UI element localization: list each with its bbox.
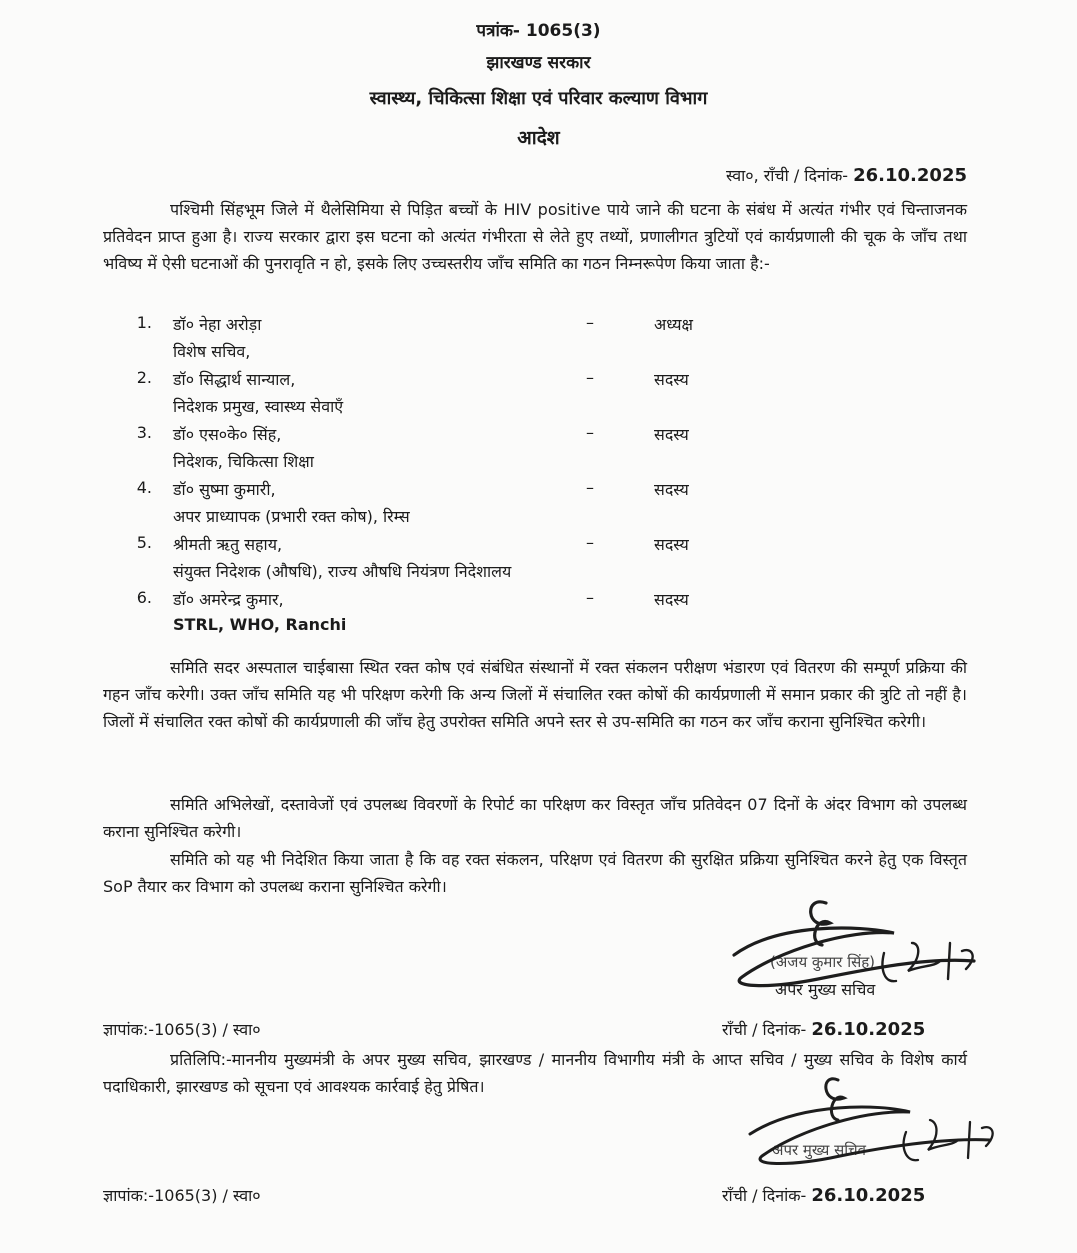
member-designation: STRL, WHO, Ranchi xyxy=(173,615,347,634)
member-number: 4. xyxy=(136,478,152,497)
intro-paragraph: पश्चिमी सिंहभूम जिले में थैलेसिमिया से पिड़ित बच्चों के HIV positive पाये जाने की घटना के संबंध में अत्यंत गंभीर एवं चिन्ताजनक प्रतिवेदन प्राप्त हुआ है। राज्य सरकार द्वारा इस घटना को अत्यंत गंभीरता से लेते हुए तथ्यों, प्रणालीगत त्रुटियों एवं कार्यप्रणाली की चूक के जाँच तथा भविष्य में ऐसी घटनाओं की पुनरावृति न हो, इसके लिए उच्चस्तरीय जाँच समिति का गठन निम्नरूपेण किया जाता है:- xyxy=(103,200,967,273)
member-name: डॉ० सिद्धार्थ सान्याल, xyxy=(173,370,296,389)
member-role: सदस्य xyxy=(654,425,689,444)
paragraph-report-deadline: समिति अभिलेखों, दस्तावेजों एवं उपलब्ध विवरणों के रिपोर्ट का परिक्षण कर विस्तृत जाँच प्रतिवेदन 07 दिनों के अंदर विभाग को उपलब्ध कराना सुनिश्चित करेगी। xyxy=(103,795,967,841)
place-date-prefix: स्वा०, रॉंची / दिनांक- xyxy=(725,166,849,185)
letter-number: पत्रांक- 1065(3) xyxy=(476,21,601,41)
memo-2-place-date xyxy=(722,1184,925,1206)
member-name: श्रीमती ऋतु सहाय, xyxy=(173,535,283,554)
signatory-name: (अजय कुमार सिंह) xyxy=(770,953,876,971)
department-name: स्वास्थ्य, चिकित्सा शिक्षा एवं परिवार कल्याण विभाग xyxy=(369,88,708,109)
member-number: 1. xyxy=(136,313,152,332)
member-number: 2. xyxy=(136,368,152,387)
member-dash: – xyxy=(586,313,594,332)
member-designation: संयुक्त निदेशक (औषधि), राज्य औषधि नियंत्रण निदेशालय xyxy=(173,562,512,581)
handwritten-signature-1 xyxy=(708,885,998,995)
member-role: अध्यक्ष xyxy=(654,315,693,334)
member-role: सदस्य xyxy=(654,590,689,609)
memo-1-date: 26.10.2025 xyxy=(811,1019,926,1040)
memo-1-place-date xyxy=(722,1018,925,1040)
order-date: 26.10.2025 xyxy=(853,165,967,186)
document-type-title: आदेश xyxy=(517,127,560,149)
member-dash: – xyxy=(586,478,594,497)
member-number: 5. xyxy=(136,533,152,552)
member-designation: निदेशक प्रमुख, स्वास्थ्य सेवाएँ xyxy=(173,397,344,416)
memo-1-place-prefix: रॉंची / दिनांक- xyxy=(722,1020,807,1039)
memo-number-2: ज्ञापांक:-1065(3) / स्वा० xyxy=(103,1186,261,1205)
memo-number-1: ज्ञापांक:-1065(3) / स्वा० xyxy=(103,1020,261,1039)
paragraph-sop: समिति को यह भी निदेशित किया जाता है कि वह रक्त संकलन, परिक्षण एवं वितरण की सुरक्षित प्रक्रिया सुनिश्चित करने हेतु एक विस्तृत SoP तैयार कर विभाग को उपलब्ध कराना सुनिश्चित करेगी। xyxy=(103,850,967,896)
signatory-title: अपर मुख्य सचिव xyxy=(775,980,876,999)
memo-2-date: 26.10.2025 xyxy=(811,1185,926,1206)
member-dash: – xyxy=(586,423,594,442)
member-role: सदस्य xyxy=(654,480,689,499)
memo-2-place-prefix: रॉंची / दिनांक- xyxy=(722,1186,807,1205)
member-name: डॉ० एस०के० सिंह, xyxy=(173,425,282,444)
member-name: डॉ० सुष्मा कुमारी, xyxy=(173,480,276,499)
member-dash: – xyxy=(586,368,594,387)
government-name: झारखण्ड सरकार xyxy=(486,53,591,73)
member-number: 3. xyxy=(136,423,152,442)
member-number: 6. xyxy=(136,588,152,607)
member-designation: निदेशक, चिकित्सा शिक्षा xyxy=(173,452,314,471)
member-dash: – xyxy=(586,533,594,552)
member-dash: – xyxy=(586,588,594,607)
handwritten-signature-2 xyxy=(740,1062,1010,1172)
member-designation: अपर प्राध्यापक (प्रभारी रक्त कोष), रिम्स xyxy=(173,507,410,526)
member-role: सदस्य xyxy=(654,370,689,389)
member-role: सदस्य xyxy=(654,535,689,554)
paragraph-inquiry-scope: समिति सदर अस्पताल चाईबासा स्थित रक्त कोष एवं संबंधित संस्थानों में रक्त संकलन परीक्षण भंडारण एवं वितरण की सम्पूर्ण प्रक्रिया की गहन जाँच करेगी। उक्त जाँच समिति यह भी परिक्षण करेगी कि अन्य जिलों में संचालित रक्त कोषों की कार्यप्रणाली में समान प्रकार की त्रुटि तो नहीं है। जिलों में संचालित रक्त कोषों की कार्यप्रणाली की जाँच हेतु उपरोक्त समिति अपने स्तर से उप-समिति का गठन कर जाँच कराना सुनिश्चित करेगी। xyxy=(103,658,967,731)
member-name: डॉ० अमरेन्द्र कुमार, xyxy=(173,590,284,609)
member-name: डॉ० नेहा अरोड़ा xyxy=(173,315,262,334)
signatory-title-2: अपर मुख्य सचिव xyxy=(772,1141,866,1159)
member-designation: विशेष सचिव, xyxy=(173,342,251,361)
copy-distribution-paragraph: प्रतिलिपि:-माननीय मुख्यमंत्री के अपर मुख्य सचिव, झारखण्ड / माननीय विभागीय मंत्री के आप्त सचिव / मुख्य सचिव के विशेष कार्य पदाधिकारी, झारखण्ड को सूचना एवं आवश्यक कार्रवाई हेतु प्रेषित। xyxy=(103,1050,967,1096)
place-date-line xyxy=(726,164,967,186)
